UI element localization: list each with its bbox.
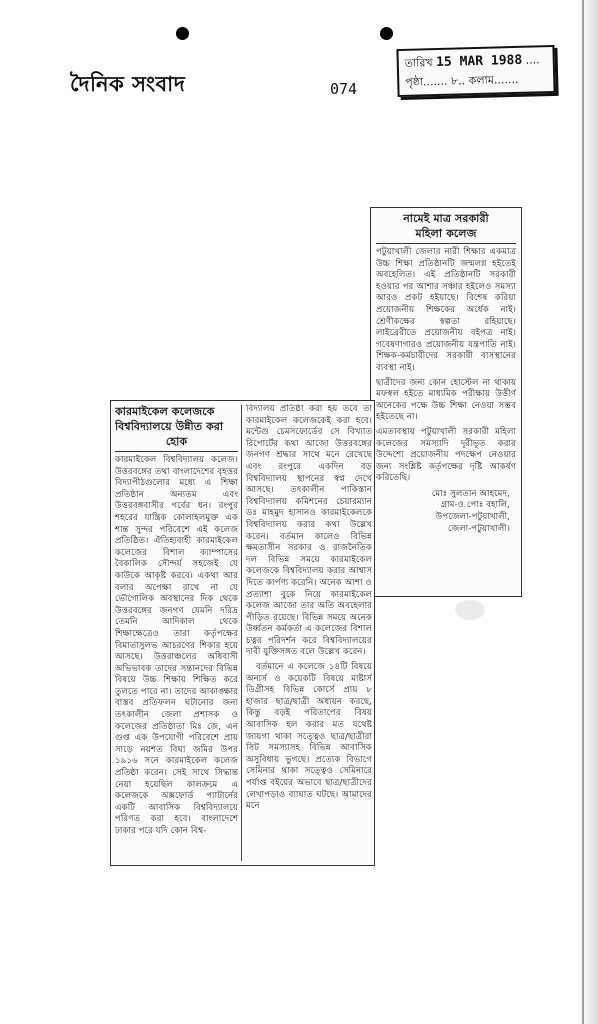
carmichael-headline-line3: হোক [165,435,188,448]
carmichael-column-2 [246,404,372,862]
carmichael-paragraph-2: বিদ্যালয় প্রতিষ্ঠা করা হয় তবে তা কারমাইকেল কলেজকেই করা হবে। মন্টেগু চেমসফোর্ডের সে বিখ্যাত রিপোর্টের কথা আজো উত্তরবঙ্গের জনগণ শ্রদ্ধার সাথে মনে রেখেছে এবং রংপুরে একদিন বড় বিশ্ববিদ্যালয় স্থাপনের স্বপ্ন দেখে আসছে। তৎকালীন পাকিস্তান বিশ্ববিদ্যালয় কমিশনের চেয়ারম্যান ডঃ মাহমুদ হাসানও কারমাইকেলকে বিশ্ববিদ্যালয় করার কথা উল্লেখ করেন। বর্তমান কালেও বিভিন্ন ক্ষমতাসীন সরকার ও রাজনৈতিক দল বিভিন্ন সময়ে কারমাইকেল কলেজকে বিশ্ববিদ্যালয় করার আশ্বাস দিতে কার্পণ্য করেনি। অনেক আশা ও প্রত্যাশা বুকে নিয়ে কারমাইকেল কলেজ আজো তার অতি অবহেলার পীড়িত রয়েছে। বিভিন্ন সময়ে অনেক উর্ধ্বতন কর্মকর্তা এ কলেজের বিশাল চত্বর পরিদর্শন করে বিশ্ববিদ্যালয়ের দাবী যুক্তিসঙ্গত বলে উল্লেখ করেন। [246,404,372,658]
carmichael-headline-line1: কারমাইকেল কলেজকে [115,405,215,418]
paper-smudge [455,600,485,620]
signature-line: গ্রাম-ও পোঃ বহালি, [440,500,510,511]
carmichael-column-1 [115,404,238,862]
women-college-column [376,211,516,591]
stamp-date-row [405,50,547,73]
stamp-dots: .... [525,53,540,67]
women-college-paragraph-3: এমতাবস্থায় পটুয়াখালী সরকারী মহিলা কলেজের সমস্যাদি দূরীভূত করার উদ্দেশ্যে প্রয়োজনীয় পদক্ষেপ নেওয়ার জন্য সংশ্লিষ্ট কর্তৃপক্ষের দৃষ্টি আকর্ষণ করিতেছি। [376,426,516,484]
signature-line: মোঃ সুলতান আহমেদ, [431,488,510,499]
women-college-headline [376,211,516,244]
carmichael-headline [115,404,238,452]
stamp-column-label: কলাম [468,73,495,88]
women-college-headline-line1: নামেই মাত্র সরকারী [403,212,489,225]
page-number: 074 [330,80,358,98]
women-college-paragraph-2: ছাত্রীদের জন্য কোন হোস্টেল না থাকায় মফস্বল হইতে মাধ্যমিক পরীক্ষায় উত্তীর্ণ অনেকের পক্ষে উচ্চ শিক্ষা নেওয়া সম্ভব হইতেছে না। [376,377,516,423]
news-clipping-women-college [370,207,522,597]
news-clipping-carmichael [110,400,375,866]
signature-line: জেলা-পটুয়াখালী। [447,523,510,534]
signature-line: উপজেলা-পটুয়াখালী, [435,512,510,523]
date-stamp [396,45,555,97]
carmichael-headline-line2: বিশ্ববিদ্যালয়ে উন্নীত করা [115,420,224,433]
stamp-date-label: তারিখ [404,56,433,70]
punch-hole-right [380,27,393,40]
page-edge-shadow [576,0,598,1024]
carmichael-paragraph-1: কারমাইকেল বিশ্ববিদ্যালয় কলেজ। উত্তরবঙ্গের তথা বাংলাদেশের বৃহত্তর বিদ্যাপীঠগুলোর মধ্যে এ শিক্ষা প্রতিষ্ঠান অন্যতম এবং উত্তরবঙ্গবাসীর গর্বের ধন। রংপুর শহরের যান্ত্রিক কোলাহলমুক্ত এক শান্ত সুন্দর পরিবেশে এই কলেজ প্রতিষ্ঠিত। ঐতিহ্যবাহী কারমাইকেল কলেজের বিশাল ক্যাম্পাসের বৈকালিক সৌন্দর্য সহজেই যে কাউকে আকৃষ্ট করবে। একথা আর বলার অপেক্ষা রাখে না যে ভৌগোলিক অবস্থানের দিক থেকে উত্তরবঙ্গের জনগণ যেমনি দরিদ্র তেমনি আদিকাল থেকে শিক্ষাক্ষেত্রেও তারা কর্তৃপক্ষের বিমাতাসুলভ আচরণের শিকার হয়ে আসছে। উত্তরাঞ্চলের অধিবাসী অভিভাবক তাদের সন্তানদের বিভিন্ন বিষয়ে উচ্চ শিক্ষায় শিক্ষিত করে তুলতে পারে না। তাদের আকাঙ্ক্ষার বাস্তব প্রতিফলন ঘটানোর জন্য তৎকালীন জেলা প্রশাসক ও কলেজের প্রতিষ্ঠাতা মিঃ জে, এন গুপ্ত এক উপযোগী পরিবেশে প্রায় সাড়ে নয়শত বিঘা জমির উপর ১৯১৬ সনে কারমাইকেল কলেজ প্রতিষ্ঠা করেন। সেই সাথে সিদ্ধান্ত নেয়া হয়েছিল কালক্রমে এ কলেজকে অক্সফোর্ড প্যাটার্নের একটি আবাসিক বিশ্ববিদ্যালয়ে পরিণত করা হবে। বাংলাদেশে ঢাকার পরে যদি কোন বিশ্ব- [115,455,238,836]
punch-hole-left [176,27,189,40]
women-college-signature [376,489,516,535]
binding-line [582,0,584,1024]
stamp-page-row: পৃষ্ঠা....... ৮.. কলাম....... [405,72,519,89]
newspaper-masthead: দৈনিক সংবাদ [70,71,186,96]
column-divider [241,405,242,861]
women-college-paragraph-1: পটুয়াখালী জেলার নারী শিক্ষার একমাত্র উচ্চ শিক্ষা প্রতিষ্ঠানটি জন্মলগ্ন হইতেই অবহেলিত। এই প্রতিষ্ঠানটি সরকারী হওয়ার পর আশার সঞ্চার হইলেও সমস্যা আরও প্রকট হইয়াছে। বিশেষ করিয়া প্রয়োজনীয় শিক্ষকের অর্ধেক নাই। শ্রেণীকক্ষের স্বল্পতা রহিয়াছে। লাইব্রেরীতে প্রয়োজনীয় বইপত্র নাই। গবেষণাগারও প্রয়োজনীয় যন্ত্রপাতি নাই। শিক্ষক-কর্মচারীদের সরকারী বাসস্থানের ব্যবস্থা নাই। [376,247,516,373]
stamp-page-label: পৃষ্ঠা [405,75,424,89]
stamp-page-value: ৮ [450,74,459,88]
carmichael-paragraph-3: বর্তমানে এ কলেজে ১৪টি বিষয়ে অনার্স ও কয়েকটি বিষয়ে মাষ্টার্স ডিগ্রীসহ বিভিন্ন কোর্সে প্রায় ৮ হাজার ছাত্র/ছাত্রী অধ্যয়ন করছে, কিন্তু বড়ই পরিতাপের বিষয় আবাসিক হল করার মত যথেষ্ট জায়গা থাকা সত্ত্বেও ছাত্র/ছাত্রীরা সিট সমস্যাসহ বিভিন্ন আবাসিক অসুবিধায় ভুগছে। প্রত্যেক বিভাগে সেমিনার থাকা সত্ত্বেও সেমিনারে পর্যাপ্ত বইয়ের অভাবে ছাত্র/ছাত্রীদের লেখাপড়াও ব্যাঘাত ঘটছে। আমাদের মনে [246,662,372,812]
women-college-headline-line2: মহিলা কলেজ [415,227,477,240]
stamp-date-value: 15 MAR 1988 [435,52,523,71]
